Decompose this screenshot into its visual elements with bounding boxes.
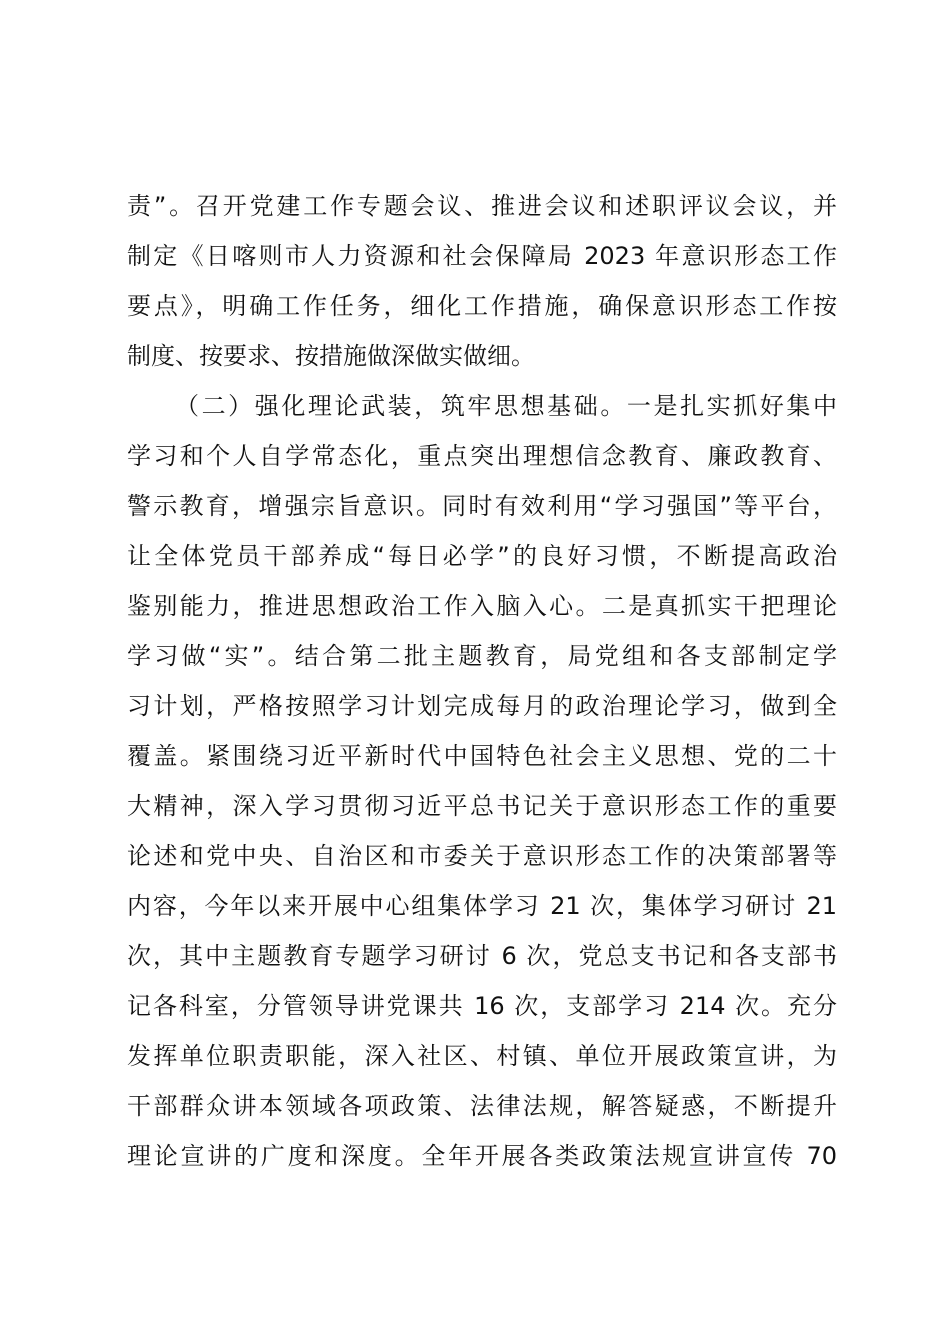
text-line: （二）强化理论武装，筑牢思想基础。一是扎实抓好集中 xyxy=(175,392,837,420)
text-line: 内容，今年以来开展中心组集体学习 21 次，集体学习研讨 21 xyxy=(127,892,837,920)
text-line: 次，其中主题教育专题学习研讨 6 次，党总支书记和各支部书 xyxy=(127,942,837,970)
text-line: 大精神，深入学习贯彻习近平总书记关于意识形态工作的重要 xyxy=(127,792,837,820)
text-line: 记各科室，分管领导讲党课共 16 次，支部学习 214 次。充分 xyxy=(127,992,837,1020)
paragraph-1 xyxy=(127,181,837,381)
text-line: 制度、按要求、按措施做深做实做细。 xyxy=(127,342,535,370)
text-line: 论述和党中央、自治区和市委关于意识形态工作的决策部署等 xyxy=(127,842,837,870)
text-line: 学习做“实”。结合第二批主题教育，局党组和各支部制定学 xyxy=(127,642,837,670)
text-line: 理论宣讲的广度和深度。全年开展各类政策法规宣讲宣传 70 xyxy=(127,1142,837,1170)
text-line: 要点》，明确工作任务，细化工作措施，确保意识形态工作按 xyxy=(127,292,837,320)
text-line: 让全体党员干部养成“每日必学”的良好习惯，不断提高政治 xyxy=(127,542,837,570)
body-text xyxy=(127,181,837,1181)
text-line: 干部群众讲本领域各项政策、法律法规，解答疑惑，不断提升 xyxy=(127,1092,837,1120)
text-line: 制定《日喀则市人力资源和社会保障局 2023 年意识形态工作 xyxy=(127,242,837,270)
text-line: 鉴别能力，推进思想政治工作入脑入心。二是真抓实干把理论 xyxy=(127,592,837,620)
text-line: 警示教育，增强宗旨意识。同时有效利用“学习强国”等平台， xyxy=(127,492,837,520)
text-line: 习计划，严格按照学习计划完成每月的政治理论学习，做到全 xyxy=(127,692,837,720)
text-line: 发挥单位职责职能，深入社区、村镇、单位开展政策宣讲，为 xyxy=(127,1042,837,1070)
text-line: 责”。召开党建工作专题会议、推进会议和述职评议会议，并 xyxy=(127,192,837,220)
text-line: 覆盖。紧围绕习近平新时代中国特色社会主义思想、党的二十 xyxy=(127,742,837,770)
text-line: 学习和个人自学常态化，重点突出理想信念教育、廉政教育、 xyxy=(127,442,837,470)
paragraph-2 xyxy=(127,381,837,1181)
